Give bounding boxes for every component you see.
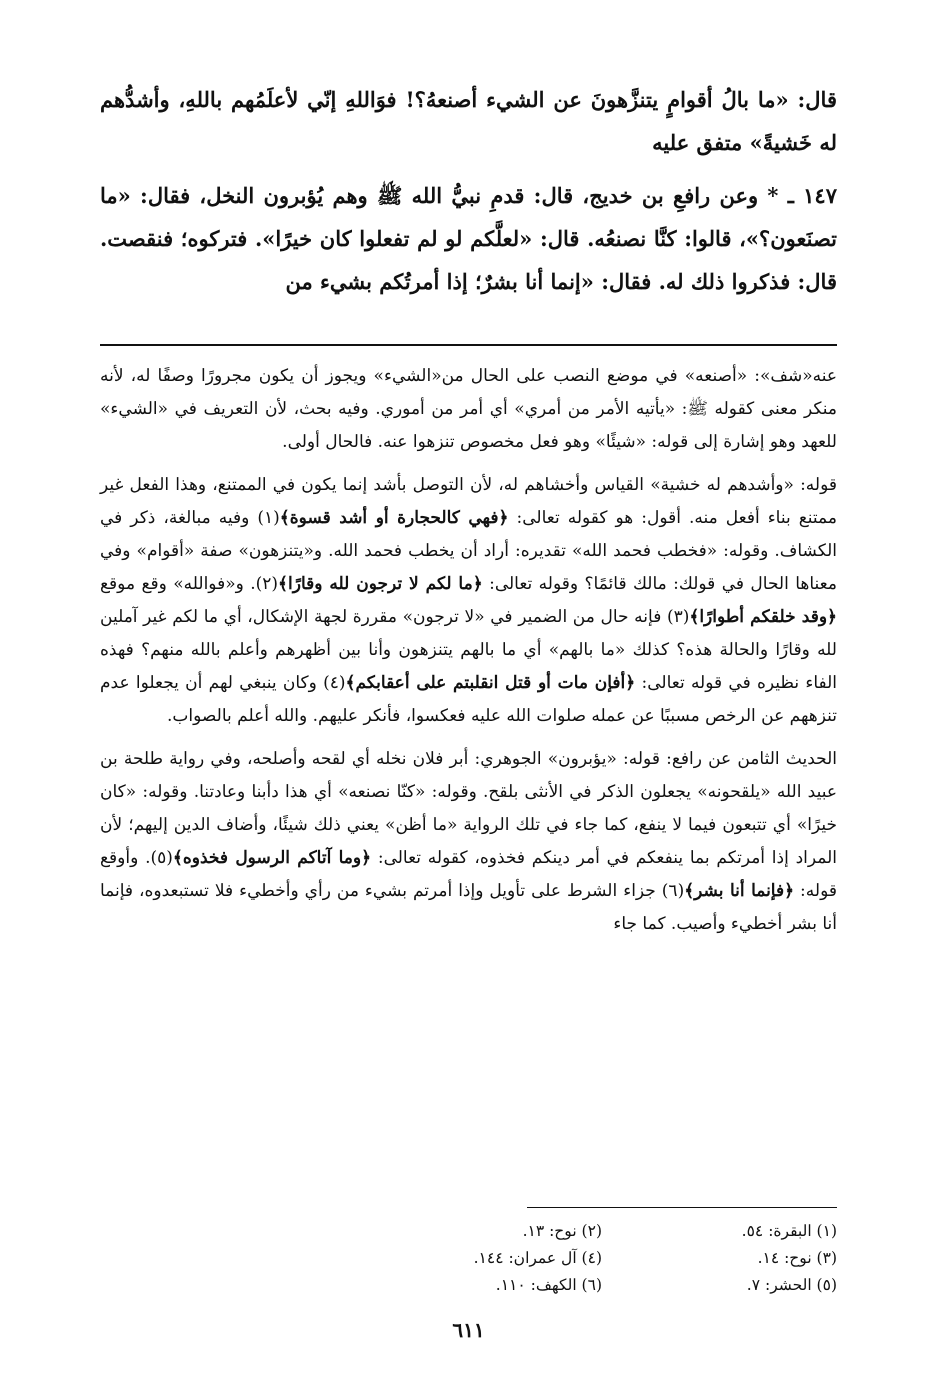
footnote-1: (١) البقرة: ٥٤. xyxy=(741,1222,837,1240)
footnote-3: (٣) نوح: ١٤. xyxy=(757,1249,837,1267)
text-run: الحديث الثامن عن رافع: قوله: «يؤبرون» الجوهري: أبر فلان نخله أي لقحه وأصلحه، وفي رواية طلحة بن عبيد الله «يلقحونه» يجعلون الذكر في الأنثى بلقح. وقوله: «كنّا نصنعه» أي هذا دأبنا وعادتنا. وقوله: «كان خيرًا» أي تتبعون فيما لا ينفع، كما جاء في تلك الرواية «ما أظن» يعني ذلك شيئًا، وأضاف الدين إليهم؛ لأن المراد إذا أمرتكم بما ينفعكم في أمر دينكم فخذوه، كقوله تعالى: xyxy=(100,749,837,868)
footnote-4: (٤) آل عمران: ١٤٤. xyxy=(473,1249,602,1267)
quran-quote: ﴿وما آتاكم الرسول فخذوه﴾ xyxy=(172,848,372,868)
footnote-5: (٥) الحشر: ٧. xyxy=(746,1276,837,1294)
footnotes xyxy=(367,1218,837,1299)
commentary-paragraph-2 xyxy=(100,469,837,733)
footnote-6: (٦) الكهف: ١١٠. xyxy=(495,1276,602,1294)
hadith-paragraph-1: قال: «ما بالُ أقوامٍ يتنزَّهونَ عن الشيء أصنعهُ؟! فوَاللهِ إنّي لأعلَمُهم باللهِ، وأشدُّهم له خَشيةً» متفق عليه xyxy=(100,87,837,155)
text-run: (١) وفيه مبالغة، ذكر في الكشاف. وقوله: «فخطب فحمد الله» تقديره: أراد أن يخطب فحمد الله. و«يتنزهون» صفة «أقوام» وفي معناها الحال في قولك: مالك قائمًا؟ وقوله تعالى: xyxy=(100,508,837,594)
text-run: (٦) جزاء الشرط على تأويل وإذا أمرتم بشيء من رأي وأخطيء فلا تستبعدوه، فإنما أنا بشر أخطيء وأصيب. كما جاء xyxy=(100,881,837,934)
text-run: (٢). و«فوالله» وقع موقع xyxy=(100,574,279,594)
main-text xyxy=(100,78,837,303)
quran-quote: ﴿فإنما أنا بشر﴾ xyxy=(684,881,795,901)
commentary xyxy=(100,360,837,951)
commentary-paragraph-3 xyxy=(100,743,837,941)
main-separator-rule xyxy=(100,344,837,346)
text-run: قوله: «وأشدهم له خشية» القياس وأخشاهم له، لأن التوصل بأشد إنما يكون في الممتنع، وهذا الفعل غير ممتنع بناء أفعل منه. أقول: هو كقوله تعالى: xyxy=(100,475,837,528)
hadith-paragraph-2: ١٤٧ ـ * وعن رافعِ بن خديج، قال: قدمِ نبيُّ الله ﷺ وهم يُؤبرون النخل، فقال: «ما تصنَعون؟»، قالوا: كنَّا نصنعُه. قال: «لعلَّكم لو لم تفعلوا كان خيرًا». فتركوه؛ فنقصت. قال: فذكروا ذلك له. فقال: «إنما أنا بشرٌ؛ إذا أمرتُكم بشيء من xyxy=(100,183,837,294)
text-run: (٤) وكان ينبغي لهم أن يجعلوا عدم تنزههم عن الرخص مسببًا عن عمله صلوات الله عليه فعكسوا، فأنكر عليهم. والله أعلم بالصواب. xyxy=(100,673,837,726)
text-run: (٥). وأوقع قوله: xyxy=(100,848,837,901)
commentary-paragraph-1: عنه«شف»: «أصنعه» في موضع النصب على الحال من«الشيء» ويجوز أن يكون مجرورًا وصفًا له، لأنه منكر معنى كقوله ﷺ: «يأتيه الأمر من أمري» أي أمر من أموري. وفيه بحث، لأن التعريف في «الشيء» للعهد وهو إشارة إلى قوله: «شيئًا» وهو فعل مخصوص تنزهوا عنه. فالحال أولى. xyxy=(100,366,837,452)
quran-quote: ﴿فهي كالحجارة أو أشد قسوة﴾ xyxy=(279,508,509,528)
quran-quote: ﴿ما لكم لا ترجون لله وقارًا﴾ xyxy=(278,574,483,594)
text-run: (٣) فإنه حال من الضمير في «لا ترجون» مقررة لجهة الإشكال، أي ما لكم غير آملين لله وقارًا والحالة هذه؟ كذلك «ما بالهم» أي ما بالهم يتنزهون وأنا بين أظهرهم وأعلم بالله منهم؟ فهذه الفاء نظيره في قوله تعالى: xyxy=(100,607,838,693)
footnote-separator-rule xyxy=(527,1207,837,1208)
quran-quote: ﴿أفإن مات أو قتل انقلبتم على أعقابكم﴾ xyxy=(345,673,636,693)
page-number: ٦١١ xyxy=(452,1318,485,1342)
quran-quote: ﴿وقد خلقكم أطوارًا﴾ xyxy=(689,607,837,627)
footnote-2: (٢) نوح: ١٣. xyxy=(522,1222,602,1240)
